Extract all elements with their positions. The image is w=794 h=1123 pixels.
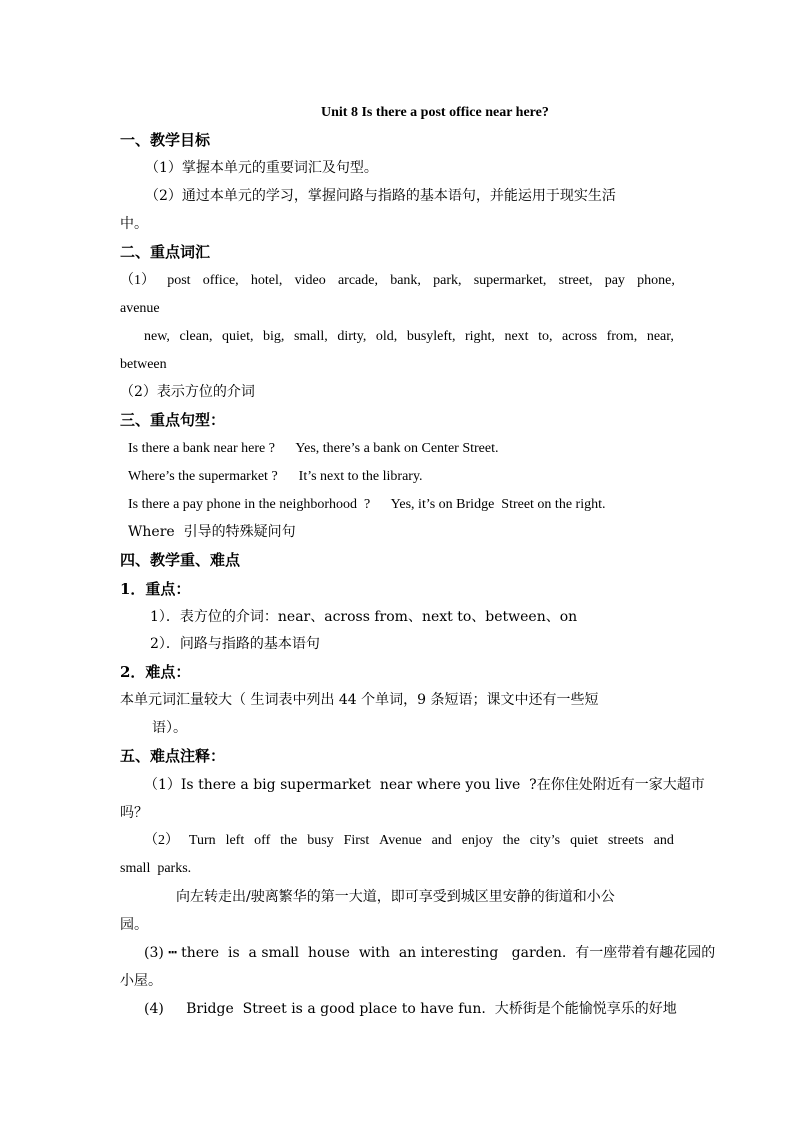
vocab-word: pay: [604, 273, 625, 288]
note-1-line-1: （1）Is there a big supermarket near where you live ?在你住处附近有一家大超市: [144, 777, 705, 793]
objective-item-2-cont: 中。: [120, 216, 148, 232]
note-4-line-1: (4) Bridge Street is a good place to have fun. 大桥街是个能愉悦享乐的好地: [144, 1001, 677, 1017]
vocab-line-1: [120, 272, 675, 290]
sentence-4: Where 引导的特殊疑问句: [128, 524, 296, 540]
note-2-translation-1: 向左转走出/驶离繁华的第一大道，即可享受到城区里安静的街道和小公: [176, 889, 615, 905]
note-word: quiet: [570, 833, 599, 848]
note-word: off: [254, 833, 271, 848]
vocab-word: next: [504, 329, 529, 344]
section-heading-key-points: 四、教学重、难点: [120, 551, 241, 569]
vocab-word: post: [167, 273, 191, 288]
vocab-line-2-tail: between: [120, 357, 167, 372]
vocab-word: big,: [263, 329, 285, 344]
note-word: left: [225, 833, 245, 848]
note-word: First: [343, 833, 370, 848]
sentence-3: Is there a pay phone in the neighborhood ? Yes, it’s on Bridge Street on the right.: [128, 497, 606, 512]
sentence-2: Where’s the supermarket ? It’s next to the library.: [128, 469, 423, 484]
note-2-line-1: [144, 832, 674, 850]
vocab-word: hotel,: [250, 273, 283, 288]
note-word: enjoy: [461, 833, 493, 848]
note-word: streets: [607, 833, 644, 848]
vocab-word: clean,: [179, 329, 213, 344]
note-3-line-1: (3) ┅ there is a small house with an interesting garden. 有一座带着有趣花园的: [144, 945, 716, 961]
vocab-word: quiet,: [222, 329, 254, 344]
vocab-word: across: [562, 329, 598, 344]
note-word: （2）: [144, 833, 179, 848]
note-2-translation-2: 园。: [120, 917, 148, 933]
vocab-line-1-tail: avenue: [120, 301, 160, 316]
vocab-word: near,: [646, 329, 674, 344]
vocab-word: from,: [606, 329, 638, 344]
vocab-word: supermarket,: [473, 273, 547, 288]
vocab-word: dirty,: [337, 329, 367, 344]
note-word: Turn: [188, 833, 216, 848]
vocab-word: right,: [464, 329, 495, 344]
vocab-word: （1）: [120, 273, 155, 288]
note-3-line-2: 小屋。: [120, 973, 162, 989]
note-word: Avenue: [379, 833, 422, 848]
note-2-line-2: small parks.: [120, 861, 192, 876]
sentence-1: Is there a bank near here ? Yes, there’s a bank on Center Street.: [128, 441, 499, 456]
note-word: the: [502, 833, 520, 848]
note-word: and: [653, 833, 674, 848]
note-word: and: [431, 833, 452, 848]
objective-item-2: （2）通过本单元的学习，掌握问路与指路的基本语句，并能运用于现实生活: [145, 188, 616, 204]
vocab-word: park,: [433, 273, 462, 288]
key-points-heading: 1．重点：: [120, 580, 191, 598]
vocab-word: bank,: [390, 273, 421, 288]
vocab-line-2: [144, 328, 674, 346]
note-word: city’s: [529, 833, 561, 848]
section-heading-vocabulary: 二、重点词汇: [120, 243, 211, 261]
note-word: the: [280, 833, 298, 848]
vocab-word: arcade,: [337, 273, 378, 288]
vocab-word: busyleft,: [406, 329, 456, 344]
vocab-word: new,: [144, 329, 170, 344]
key-point-2: 2）．问路与指路的基本语句: [150, 636, 320, 652]
vocab-word: office,: [202, 273, 239, 288]
document-title: Unit 8 Is there a post office near here?: [321, 105, 549, 120]
vocab-word: to,: [538, 329, 553, 344]
vocab-word: street,: [558, 273, 593, 288]
key-point-1: 1）．表方位的介词：near、across from、next to、between、on: [150, 609, 578, 625]
difficulties-heading: 2．难点：: [120, 663, 191, 681]
vocab-item-2: （2）表示方位的介词: [120, 384, 255, 400]
section-heading-notes: 五、难点注释：: [120, 747, 226, 765]
objective-item-1: （1）掌握本单元的重要词汇及句型。: [145, 160, 378, 176]
vocab-word: phone,: [637, 273, 675, 288]
vocab-word: small,: [293, 329, 328, 344]
note-1-line-2: 吗？: [120, 805, 148, 821]
vocab-word: video: [294, 273, 326, 288]
note-word: busy: [307, 833, 334, 848]
vocab-word: old,: [375, 329, 398, 344]
difficulty-line-2: 语）。: [152, 720, 187, 736]
section-heading-sentences: 三、重点句型：: [120, 411, 226, 429]
section-heading-objectives: 一、教学目标: [120, 131, 211, 149]
difficulty-line-1: 本单元词汇量较大（ 生词表中列出 44 个单词，9 条短语；课文中还有一些短: [120, 692, 599, 708]
